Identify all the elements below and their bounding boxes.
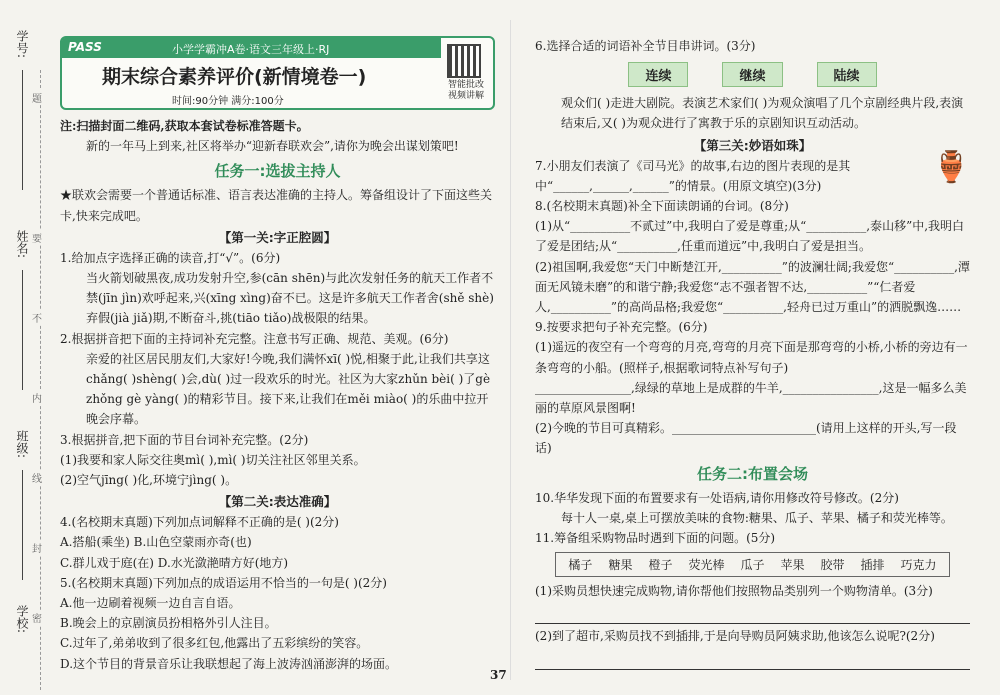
seal-word: 不 xyxy=(32,310,42,325)
item: 苹果 xyxy=(780,558,805,573)
task-heading: 任务一:选拔主持人 xyxy=(214,162,341,181)
qr-code-icon[interactable] xyxy=(447,44,481,78)
item: 瓜子 xyxy=(740,558,765,573)
item: 荧光棒 xyxy=(688,558,725,573)
question-line: D.这个节目的背景音乐让我联想起了海上波涛汹涌澎湃的场面。 xyxy=(60,656,398,671)
class-label: 班级: xyxy=(15,430,29,459)
question-line: (1)我要和家人际交往奥mì( ),mì( )切关注社区邻里关系。 xyxy=(60,452,366,467)
question-line: B.晚会上的京剧演员扮相格外引人注目。 xyxy=(60,616,277,631)
question-line: 新的一年马上到来,社区将举办“迎新春联欢会”,请你为晚会出谋划策吧! xyxy=(86,139,459,154)
item: 巧克力 xyxy=(900,558,937,573)
q8-part1: (1)从“__________不贰过”中,我明白了爱是尊重;从“__________,泰山移”中,我明白了爱是团结;从“__________,任重而道远”中,我明白了爱是担当。 xyxy=(535,219,965,254)
q9-blank[interactable]: ________________,绿绿的草地上是成群的牛羊,________________,这是一幅多么美丽的草原风景图啊! xyxy=(535,380,967,416)
header-strip xyxy=(62,38,441,58)
sima-guang-illustration-icon: 🏺 xyxy=(932,149,970,185)
brand-logo: PASS xyxy=(68,40,102,54)
q9-part2[interactable]: (2)今晚的节目可真精彩。________________________(请用上这样的开头,写一段话) xyxy=(535,421,957,456)
answer-line[interactable] xyxy=(535,649,970,670)
level-heading: 【第一关:字正腔圆】 xyxy=(218,229,337,245)
q6-option[interactable]: 继续 xyxy=(722,62,782,87)
seal-line xyxy=(40,70,41,690)
seal-word: 封 xyxy=(32,540,42,555)
q9-stem: 9.按要求把句子补充完整。(6分) xyxy=(535,320,708,335)
q7-stem: 7.小朋友们表演了《司马光》的故事,右边的图片表现的是其中“______,______,______”的情景。(用原文填空)(3分) xyxy=(535,158,851,193)
right-column xyxy=(535,36,970,672)
q6-stem: 6.选择合适的词语补全节目串讲词。(3分) xyxy=(535,39,756,53)
seal-word: 线 xyxy=(32,470,42,485)
q11-stem: 11.筹备组采购物品时遇到下面的问题。(5分) xyxy=(535,531,776,546)
q11-part2: (2)到了超市,采购员找不到插排,于是向导购员阿姨求助,他该怎么说呢?(2分) xyxy=(535,629,935,644)
question-line: 注:扫描封面二维码,获取本套试卷标准答题卡。 xyxy=(60,119,309,133)
seal-word: 内 xyxy=(32,390,42,405)
q11-part1: (1)采购员想快速完成购物,请你帮他们按照物品类别列一个购物清单。(3分) xyxy=(535,584,933,599)
exam-meta: 时间:90分钟 满分:100分 xyxy=(172,96,284,107)
item: 胶带 xyxy=(820,558,845,573)
series-name: 小学学霸冲A卷·语文三年级上·RJ xyxy=(172,43,330,56)
binding-margin xyxy=(0,30,55,690)
name-line xyxy=(22,270,23,390)
level-heading: 【第二关:表达准确】 xyxy=(218,494,337,510)
answer-line[interactable] xyxy=(535,603,970,624)
q6-text: 观众们( )走进大剧院。表演艺术家们( )为观众演唱了几个京剧经典片段,表演结束后,又( )为观众进行了寓教于乐的京剧知识互动活动。 xyxy=(561,96,964,131)
id-line xyxy=(22,70,23,190)
q6-options xyxy=(535,62,970,87)
question-line: 3.根据拼音,把下面的节目台词补充完整。(2分) xyxy=(60,432,309,447)
exam-title: 期末综合素养评价(新情境卷一) xyxy=(102,66,367,88)
question-line: A.搭船(乘坐) B.山色空蒙雨亦奇(也) xyxy=(60,535,252,550)
item: 橙子 xyxy=(648,558,673,573)
question-line: 5.(名校期末真题)下列加点的成语运用不恰当的一句是( )(2分) xyxy=(60,575,387,590)
page-fold xyxy=(510,20,511,680)
q8-part2: (2)祖国啊,我爱您“天门中断楚江开,__________”的波澜壮阔;我爱您“__________,潭面无风镜未磨”的和谐宁静;我爱您“志不强者智不达,__________”“仁者爱人,__________”的高尚品格;我爱您“__________,轻舟已过万重山”的洒脱飘逸…… xyxy=(535,259,970,315)
q6-option[interactable]: 陆续 xyxy=(817,62,877,87)
page-number: 37 xyxy=(490,668,507,682)
level-3-heading: 【第三关:妙语如珠】 xyxy=(693,137,812,153)
question-line: 1.给加点字选择正确的读音,打“√”。(6分) xyxy=(60,250,281,265)
school-label: 学校: xyxy=(15,605,29,634)
question-line: C.群儿戏于庭(在) D.水光潋滟晴方好(地方) xyxy=(60,555,289,570)
id-label: 学号: xyxy=(15,30,29,59)
left-questions xyxy=(60,116,495,674)
question-line: 亲爱的社区居民朋友们,大家好!今晚,我们满怀xī( )悦,相聚于此,让我们共享这chǎng( )shèng( )会,dù( )过一段欢乐的时光。社区为大家zhǔn bèi( )了gè zhǒng gè yàng( )的精彩节目。接下来,让我们在měi miào( )的乐曲中拉开晚会序幕。 xyxy=(86,351,491,427)
question-line: A.他一边刷着视频一边自言自语。 xyxy=(60,596,241,611)
class-line xyxy=(22,470,23,580)
item: 糖果 xyxy=(608,558,633,573)
q8-stem: 8.(名校期末真题)补全下面读朗诵的台词。(8分) xyxy=(535,199,789,214)
question-line: 2.根据拼音把下面的主持词补充完整。注意书写正确、规范、美观。(6分) xyxy=(60,331,449,346)
task-2-heading: 任务二:布置会场 xyxy=(697,464,808,483)
question-line: C.过年了,弟弟收到了很多红包,他露出了五彩缤纷的笑容。 xyxy=(60,636,369,651)
item: 插排 xyxy=(860,558,885,573)
seal-word: 密 xyxy=(32,610,42,625)
item: 橘子 xyxy=(568,558,593,573)
q10-text: 每十人一桌,桌上可摆放美味的食物:糖果、瓜子、苹果、橘子和荧光棒等。 xyxy=(561,510,953,525)
seal-word: 要 xyxy=(32,230,42,245)
qr-caption: 智能批改 视频讲解 xyxy=(447,80,484,101)
name-label: 姓名: xyxy=(15,230,29,259)
left-column xyxy=(60,36,495,674)
question-line: 4.(名校期末真题)下列加点词解释不正确的是( )(2分) xyxy=(60,515,339,530)
question-line: (2)空气jīng( )化,环境宁jìng( )。 xyxy=(60,473,238,488)
exam-header xyxy=(60,36,495,110)
question-line: 当火箭划破黑夜,成功发射升空,参(cān shēn)与此次发射任务的航天工作者不禁(jīn jìn)欢呼起来,兴(xīng xìng)奋不已。这是许多航天工作者舍(shě shè)弃假(jià jiǎ)期,不断奋斗,挑(tiāo tiǎo)战极限的结果。 xyxy=(86,271,494,326)
q6-option[interactable]: 连续 xyxy=(628,62,688,87)
q9-part1: (1)遥远的夜空有一个弯弯的月亮,弯弯的月亮下面是那弯弯的小桥,小桥的旁边有一条弯弯的小船。(照样子,根据歌词特点补写句子) xyxy=(535,340,968,375)
seal-word: 题 xyxy=(32,90,42,105)
question-line: ★联欢会需要一个普通话标准、语言表达准确的主持人。筹备组设计了下面这些关卡,快来完成吧。 xyxy=(60,188,493,223)
item-list-box xyxy=(555,552,950,577)
q10-stem: 10.华华发现下面的布置要求有一处语病,请你用修改符号修改。(2分) xyxy=(535,490,899,505)
